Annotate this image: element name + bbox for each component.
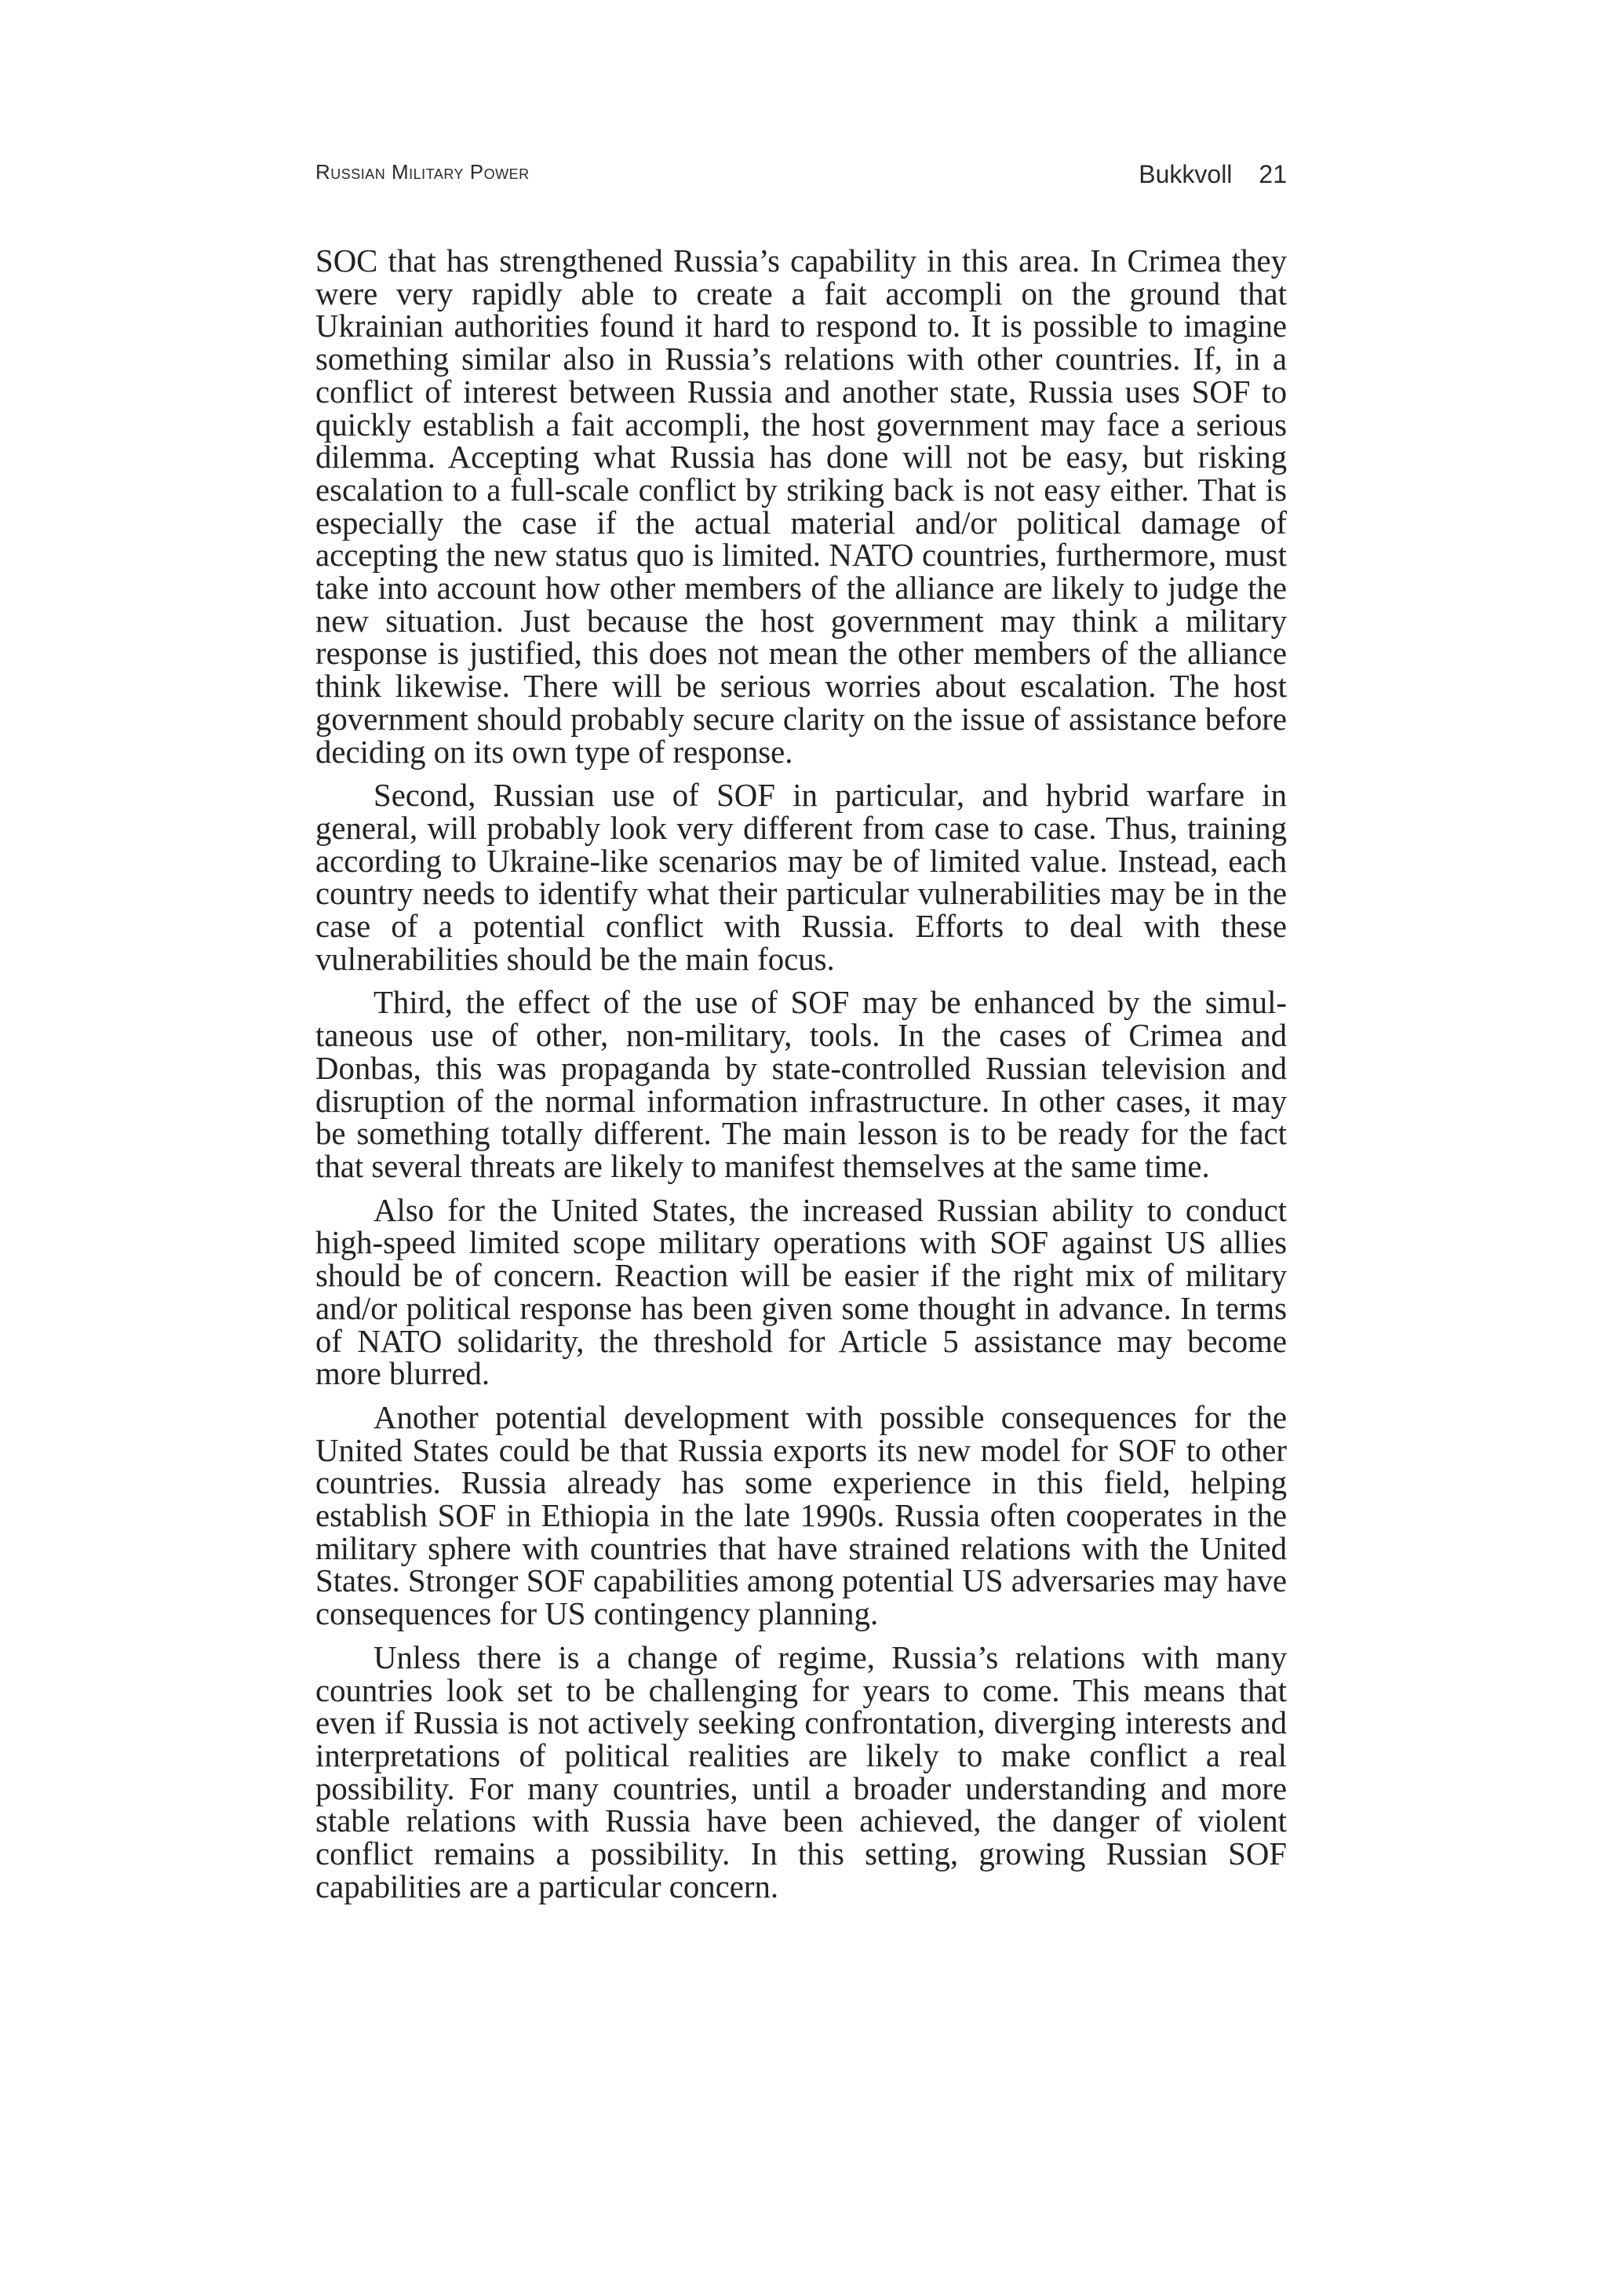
paragraph: Second, Russian use of SOF in particular, and hybrid warfare in general, will probably look very different from case to case. Thus, training according to Ukraine-like scenarios may be of limited value. Instead, each country needs to identify what their particular vulnerabilities may be in the case of a potential conflict with Russia. Efforts to deal with these vulnerabilities should be the main focus. (315, 778, 1287, 977)
paragraph: Unless there is a change of regime, Russia’s relations with many countries look set to be challenging for years to come. This means that even if Russia is not actively seeking confrontation, diverging interests and interpretations of political realities are likely to make conflict a real possibility. For many countries, until a broader understanding and more stable relations with Russia have been achieved, the danger of violent conflict remains a possibility. In this setting, growing Russian SOF capabilities are a particular concern. (315, 1639, 1287, 1904)
author-name: Bukkvoll (1139, 160, 1233, 188)
paragraph: Also for the United States, the increased Russian ability to conduct high-speed limited scope military operations with SOF against US allies should be of concern. Reaction will be easier if the right mix of military and/or political response has been given some thought in advance. In terms of NATO solidarity, the threshold for Article 5 assistance may become more blurred. (315, 1192, 1287, 1392)
body-text (315, 245, 1287, 1903)
running-title: Russian Military Power (315, 160, 530, 184)
paragraph: Third, the effect of the use of SOF may be enhanced by the simultaneous use of other, non-military, tools. In the cases of Crimea and Donbas, this was propaganda by state-controlled Russian television and disruption of the normal information infrastructure. In other cases, it may be something totally different. The main lesson is to be ready for the fact that several threats are likely to manifest themselves at the same time. (315, 985, 1287, 1184)
page-number: 21 (1259, 160, 1287, 188)
running-header-right (1139, 160, 1287, 189)
paragraph: Another potential development with possible consequences for the United States could be that Russia exports its new model for SOF to other countries. Russia already has some experience in this field, helping establish SOF in Ethiopia in the late 1990s. Russia often cooperates in the military sphere with countries that have strained relations with the United States. Stronger SOF capabilities among potential US adversaries may have consequences for US contingency planning. (315, 1399, 1287, 1632)
paragraph: SOC that has strengthened Russia’s capability in this area. In Crimea they were very rapidly able to create a fait accompli on the ground that Ukrainian authorities found it hard to respond to. It is possible to imagine something similar also in Russia’s relations with other countries. If, in a conflict of interest between Russia and another state, Russia uses SOF to quickly establish a fait accompli, the host government may face a serious dilemma. Accepting what Russia has done will not be easy, but risking escalation to a full-scale conflict by striking back is not easy either. That is especially the case if the actual material and/or political damage of accepting the new status quo is limited. NATO countries, furthermore, must take into account how other members of the alliance are likely to judge the new situation. Just because the host government may think a military response is justified, this does not mean the other members of the alliance think likewise. There will be serious worries about escalation. The host government should probably secure clarity on the issue of assistance before deciding on its own type of response. (315, 243, 1287, 770)
running-header (315, 160, 1287, 191)
